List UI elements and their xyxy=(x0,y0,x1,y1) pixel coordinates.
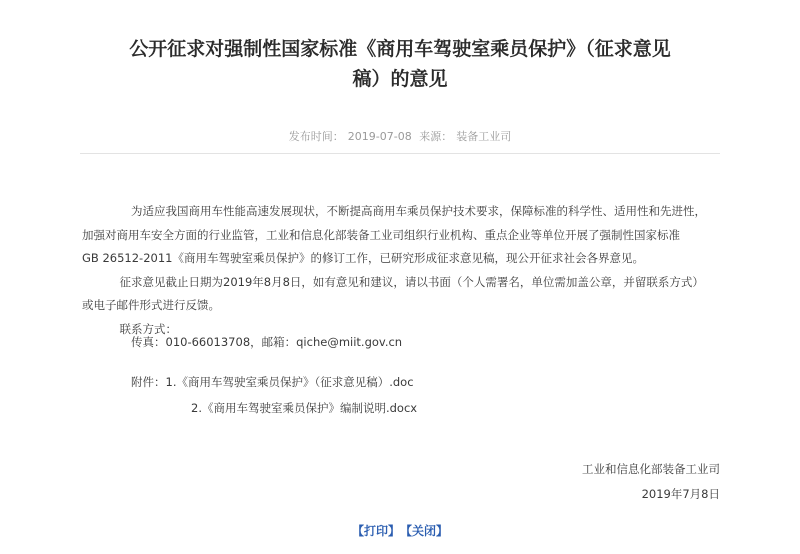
paragraph-line: 加强对商用车安全方面的行业监管，工业和信息化部装备工业司组织行业机构、重点企业等单位开展了强制性国家标准 xyxy=(82,227,680,242)
title-line-2: 稿）的意见 xyxy=(352,68,448,90)
contact-heading: 联系方式： xyxy=(119,321,177,336)
print-button[interactable]: 【打印】 xyxy=(351,524,400,538)
article-actions xyxy=(0,522,800,539)
signature-date: 2019年7月8日 xyxy=(641,487,720,501)
article-meta xyxy=(0,128,800,144)
source-label: 来源： xyxy=(419,130,453,143)
paragraph-line: 或电子邮件形式进行反馈。 xyxy=(82,298,220,312)
signature-org: 工业和信息化部装备工业司 xyxy=(582,462,720,476)
close-button[interactable]: 【关闭】 xyxy=(406,524,449,538)
article-title xyxy=(80,34,720,94)
attachment-1: 附件：1.《商用车驾驶室乘员保护》（征求意见稿）.doc xyxy=(131,375,414,389)
publish-label: 发布时间： xyxy=(288,130,344,143)
publish-date: 2019-07-08 xyxy=(347,130,412,143)
title-divider xyxy=(80,153,720,154)
source-name: 装备工业司 xyxy=(456,130,512,143)
paragraph-line: 为适应我国商用车性能高速发展现状，不断提高商用车乘员保护技术要求，保障标准的科学性、适用性和先进性， xyxy=(131,204,706,218)
article-body xyxy=(82,200,728,341)
paragraph-line: GB 26512-2011《商用车驾驶室乘员保护》的修订工作，已研究形成征求意见稿，现公开征求社会各界意见。 xyxy=(82,251,644,265)
attachment-2: 2.《商用车驾驶室乘员保护》编制说明.docx xyxy=(191,401,418,415)
title-line-1: 公开征求对强制性国家标准《商用车驾驶室乘员保护》（征求意见 xyxy=(129,38,671,60)
paragraph-line: 征求意见截止日期为2019年8月8日，如有意见和建议，请以书面（个人需署名，单位需加盖公章，并留联系方式） xyxy=(119,274,704,289)
contact-info: 传真：010-66013708，邮箱：qiche@miit.gov.cn xyxy=(131,335,403,349)
